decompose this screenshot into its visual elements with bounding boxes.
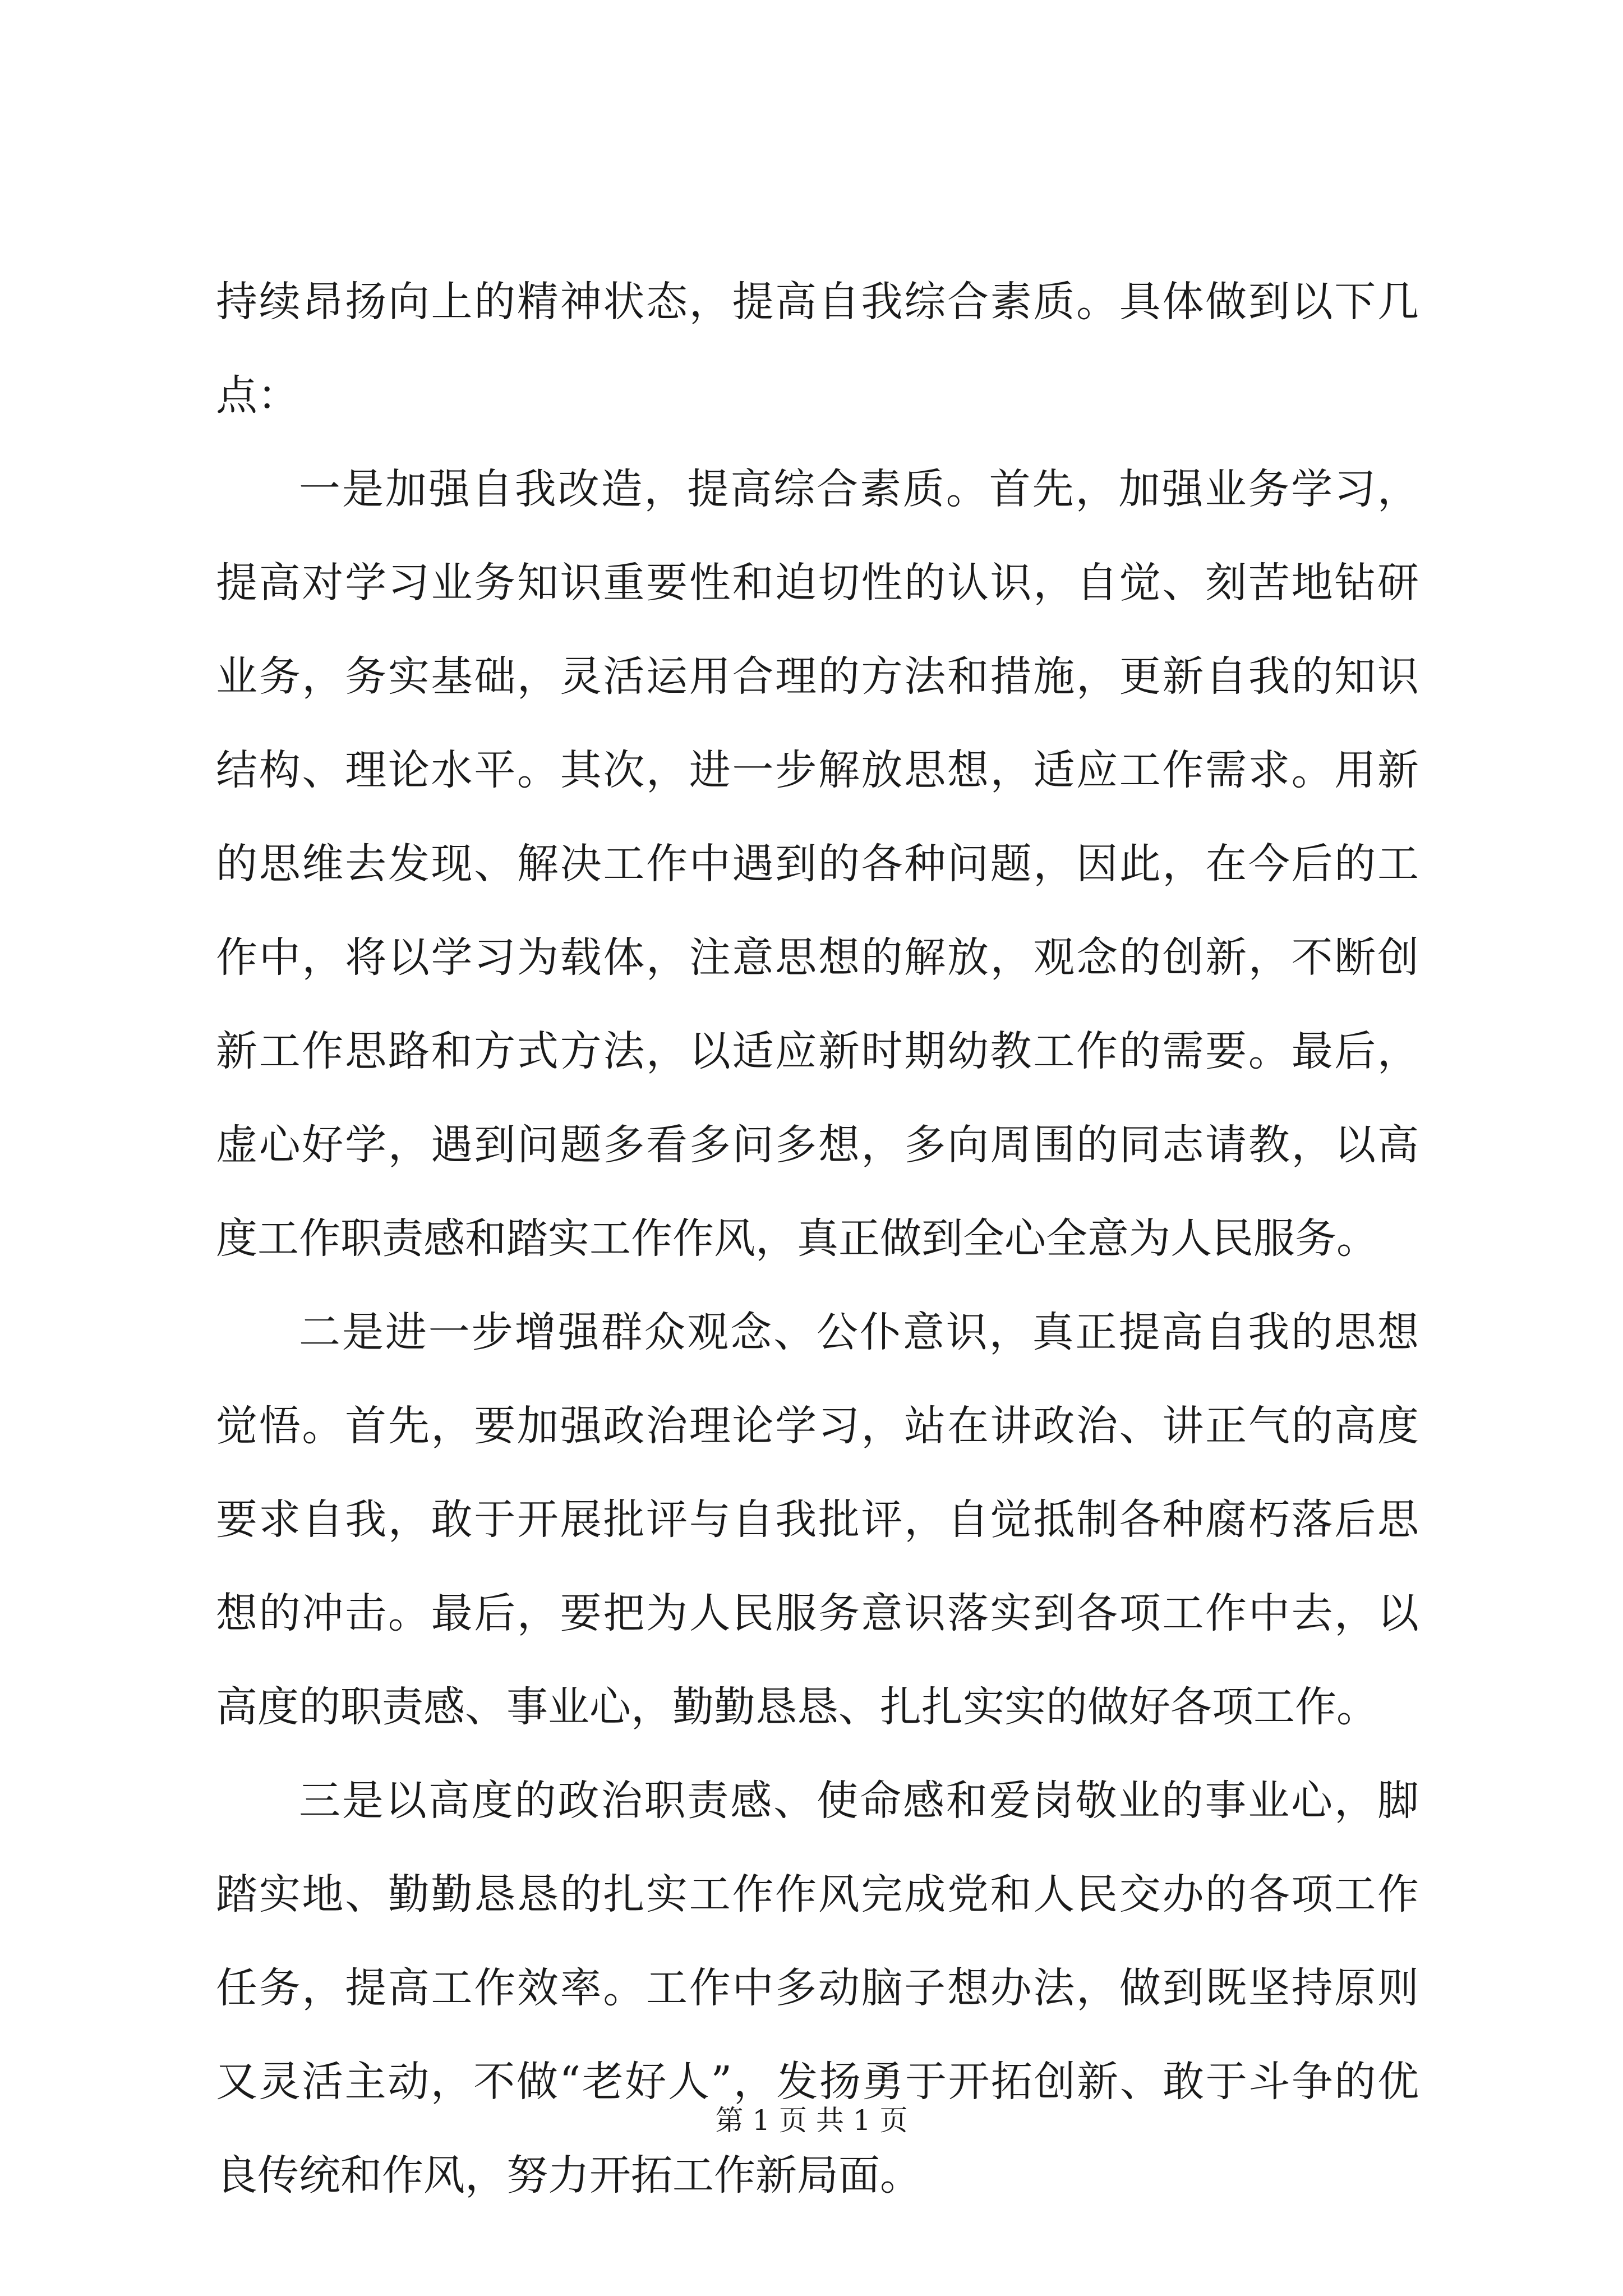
paragraph-continuation: 持续昂扬向上的精神状态，提高自我综合素质。具体做到以下几点： [216, 278, 1419, 420]
paragraph-point-one: 一是加强自我改造，提高综合素质。首先，加强业务学习，提高对学习业务知识重要性和迫切性的认识，自觉、刻苦地钻研业务，务实基础，灵活运用合理的方法和措施，更新自我的知识结构、理论水平。其次，进一步解放思想，适应工作需求。用新的思维去发现、解决工作中遇到的各种问题，因此，在今后的工作中，将以学习为载体，注意思想的解放，观念的创新，不断创新工作思路和方式方法，以适应新时期幼教工作的需要。最后，虚心好学，遇到问题多看多问多想，多向周围的同志请教，以高度工作职责感和踏实工作作风，真正做到全心全意为人民服务。 [216, 465, 1419, 1263]
page-number-footer: 第 1 页 共 1 页 [715, 2104, 908, 2137]
paragraph-point-two: 二是进一步增强群众观念、公仆意识，真正提高自我的思想觉悟。首先，要加强政治理论学习，站在讲政治、讲正气的高度要求自我，敢于开展批评与自我批评，自觉抵制各种腐朽落后思想的冲击。最后，要把为人民服务意识落实到各项工作中去，以高度的职责感、事业心，勤勤恳恳、扎扎实实的做好各项工作。 [216, 1308, 1419, 1731]
paragraph-point-three: 三是以高度的政治职责感、使命感和爱岗敬业的事业心，脚踏实地、勤勤恳恳的扎实工作作风完成党和人民交办的各项工作任务，提高工作效率。工作中多动脑子想办法，做到既坚持原则又灵活主动，不做“老好人”，发扬勇于开拓创新、敢于斗争的优良传统和作风，努力开拓工作新局面。 [216, 1777, 1419, 2200]
document-body [216, 255, 1419, 2223]
